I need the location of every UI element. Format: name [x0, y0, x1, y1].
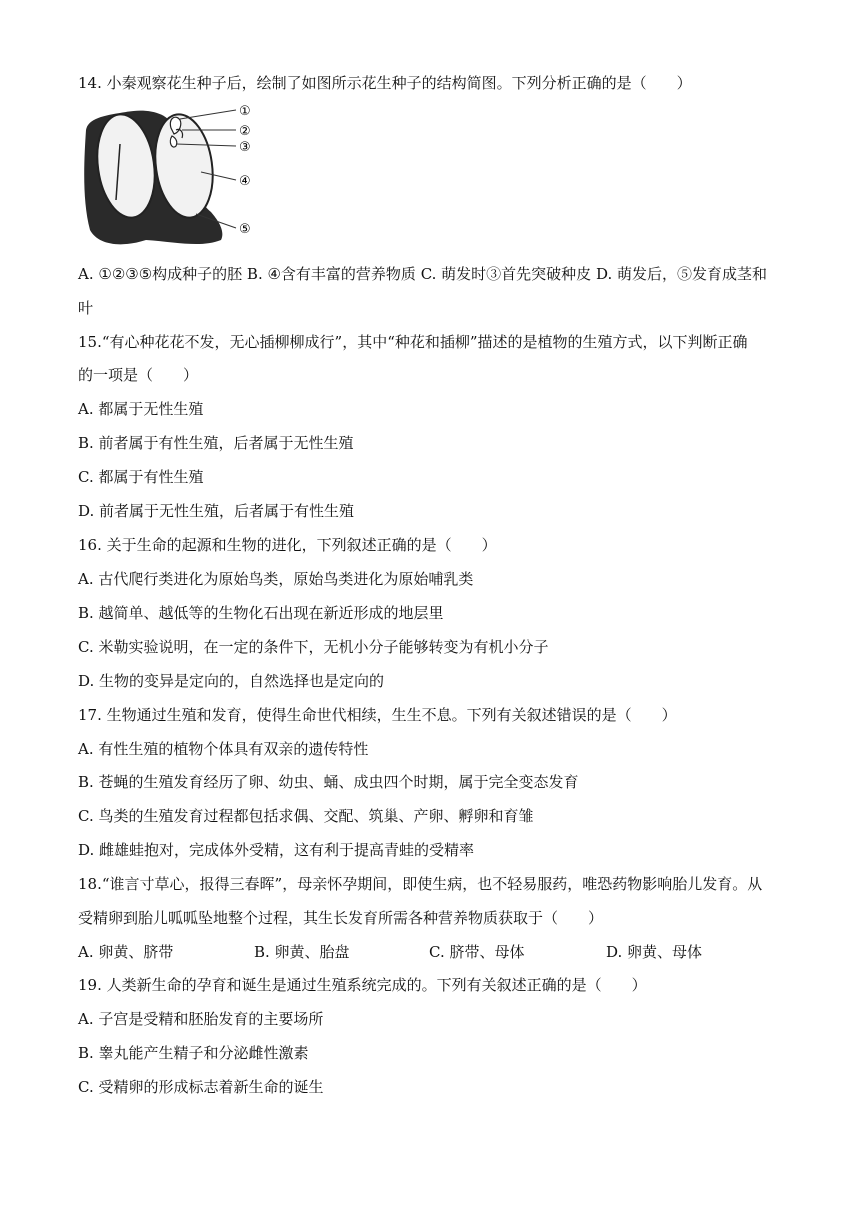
fig-label-3: ③	[239, 140, 251, 155]
q16-option-c: C. 米勒实验说明，在一定的条件下，无机小分子能够转变为有机小分子	[78, 638, 549, 656]
q15-option-b: B. 前者属于有性生殖，后者属于无性生殖	[78, 434, 354, 452]
q16-stem: 16. 关于生命的起源和生物的进化，下列叙述正确的是（ ）	[78, 536, 497, 554]
q17-option-a: A. 有性生殖的植物个体具有双亲的遗传特性	[78, 740, 369, 758]
q16-option-d: D. 生物的变异是定向的，自然选择也是定向的	[78, 672, 385, 690]
q18-stem-line1: 18.“谁言寸草心，报得三春晖”，母亲怀孕期间，即使生病，也不轻易服药，唯恐药物影响胎儿发育。从	[78, 875, 763, 893]
peanut-seed-figure	[76, 100, 266, 250]
q15-stem-line1: 15.“有心种花花不发，无心插柳柳成行”，其中“种花和插柳”描述的是植物的生殖方式，以下判断正确	[78, 333, 748, 351]
q19-option-b: B. 睾丸能产生精子和分泌雌性激素	[78, 1044, 309, 1062]
q15-option-d: D. 前者属于无性生殖，后者属于有性生殖	[78, 502, 355, 520]
fig-label-2: ②	[239, 124, 251, 139]
peanut-seed-diagram	[76, 100, 266, 250]
fig-label-5: ⑤	[239, 222, 251, 237]
q15-option-c: C. 都属于有性生殖	[78, 468, 204, 486]
q18-option-d: D. 卵黄、母体	[606, 943, 703, 961]
q15-stem-line2: 的一项是（ ）	[78, 366, 199, 384]
q18-stem-line2: 受精卵到胎儿呱呱坠地整个过程，其生长发育所需各种营养物质获取于（ ）	[78, 909, 604, 927]
q16-option-a: A. 古代爬行类进化为原始鸟类，原始鸟类进化为原始哺乳类	[78, 570, 474, 588]
q18-option-b: B. 卵黄、胎盘	[254, 943, 350, 961]
q17-option-c: C. 鸟类的生殖发育过程都包括求偶、交配、筑巢、产卵、孵卵和育雏	[78, 807, 534, 825]
q17-option-d: D. 雌雄蛙抱对，完成体外受精，这有利于提高青蛙的受精率	[78, 841, 475, 859]
q15-option-a: A. 都属于无性生殖	[78, 400, 204, 418]
q18-options-row	[78, 942, 778, 962]
q14-options-line2: 叶	[78, 299, 94, 317]
fig-label-4: ④	[239, 174, 251, 189]
q19-stem: 19. 人类新生命的孕育和诞生是通过生殖系统完成的。下列有关叙述正确的是（ ）	[78, 976, 647, 994]
q17-stem: 17. 生物通过生殖和发育，使得生命世代相续，生生不息。下列有关叙述错误的是（ ）	[78, 706, 677, 724]
q17-option-b: B. 苍蝇的生殖发育经历了卵、幼虫、蛹、成虫四个时期，属于完全变态发育	[78, 773, 579, 791]
q19-option-a: A. 子宫是受精和胚胎发育的主要场所	[78, 1010, 324, 1028]
q14-options-line1: A. ①②③⑤构成种子的胚 B. ④含有丰富的营养物质 C. 萌发时③首先突破种皮 D. 萌发后，⑤发育成茎和	[78, 265, 767, 283]
q18-option-a: A. 卵黄、脐带	[78, 943, 174, 961]
q18-option-c: C. 脐带、母体	[429, 943, 525, 961]
q19-option-c: C. 受精卵的形成标志着新生命的诞生	[78, 1078, 324, 1096]
q14-stem: 14. 小秦观察花生种子后，绘制了如图所示花生种子的结构简图。下列分析正确的是（ ）	[78, 74, 692, 92]
q16-option-b: B. 越简单、越低等的生物化石出现在新近形成的地层里	[78, 604, 444, 622]
fig-label-1: ①	[239, 104, 251, 119]
